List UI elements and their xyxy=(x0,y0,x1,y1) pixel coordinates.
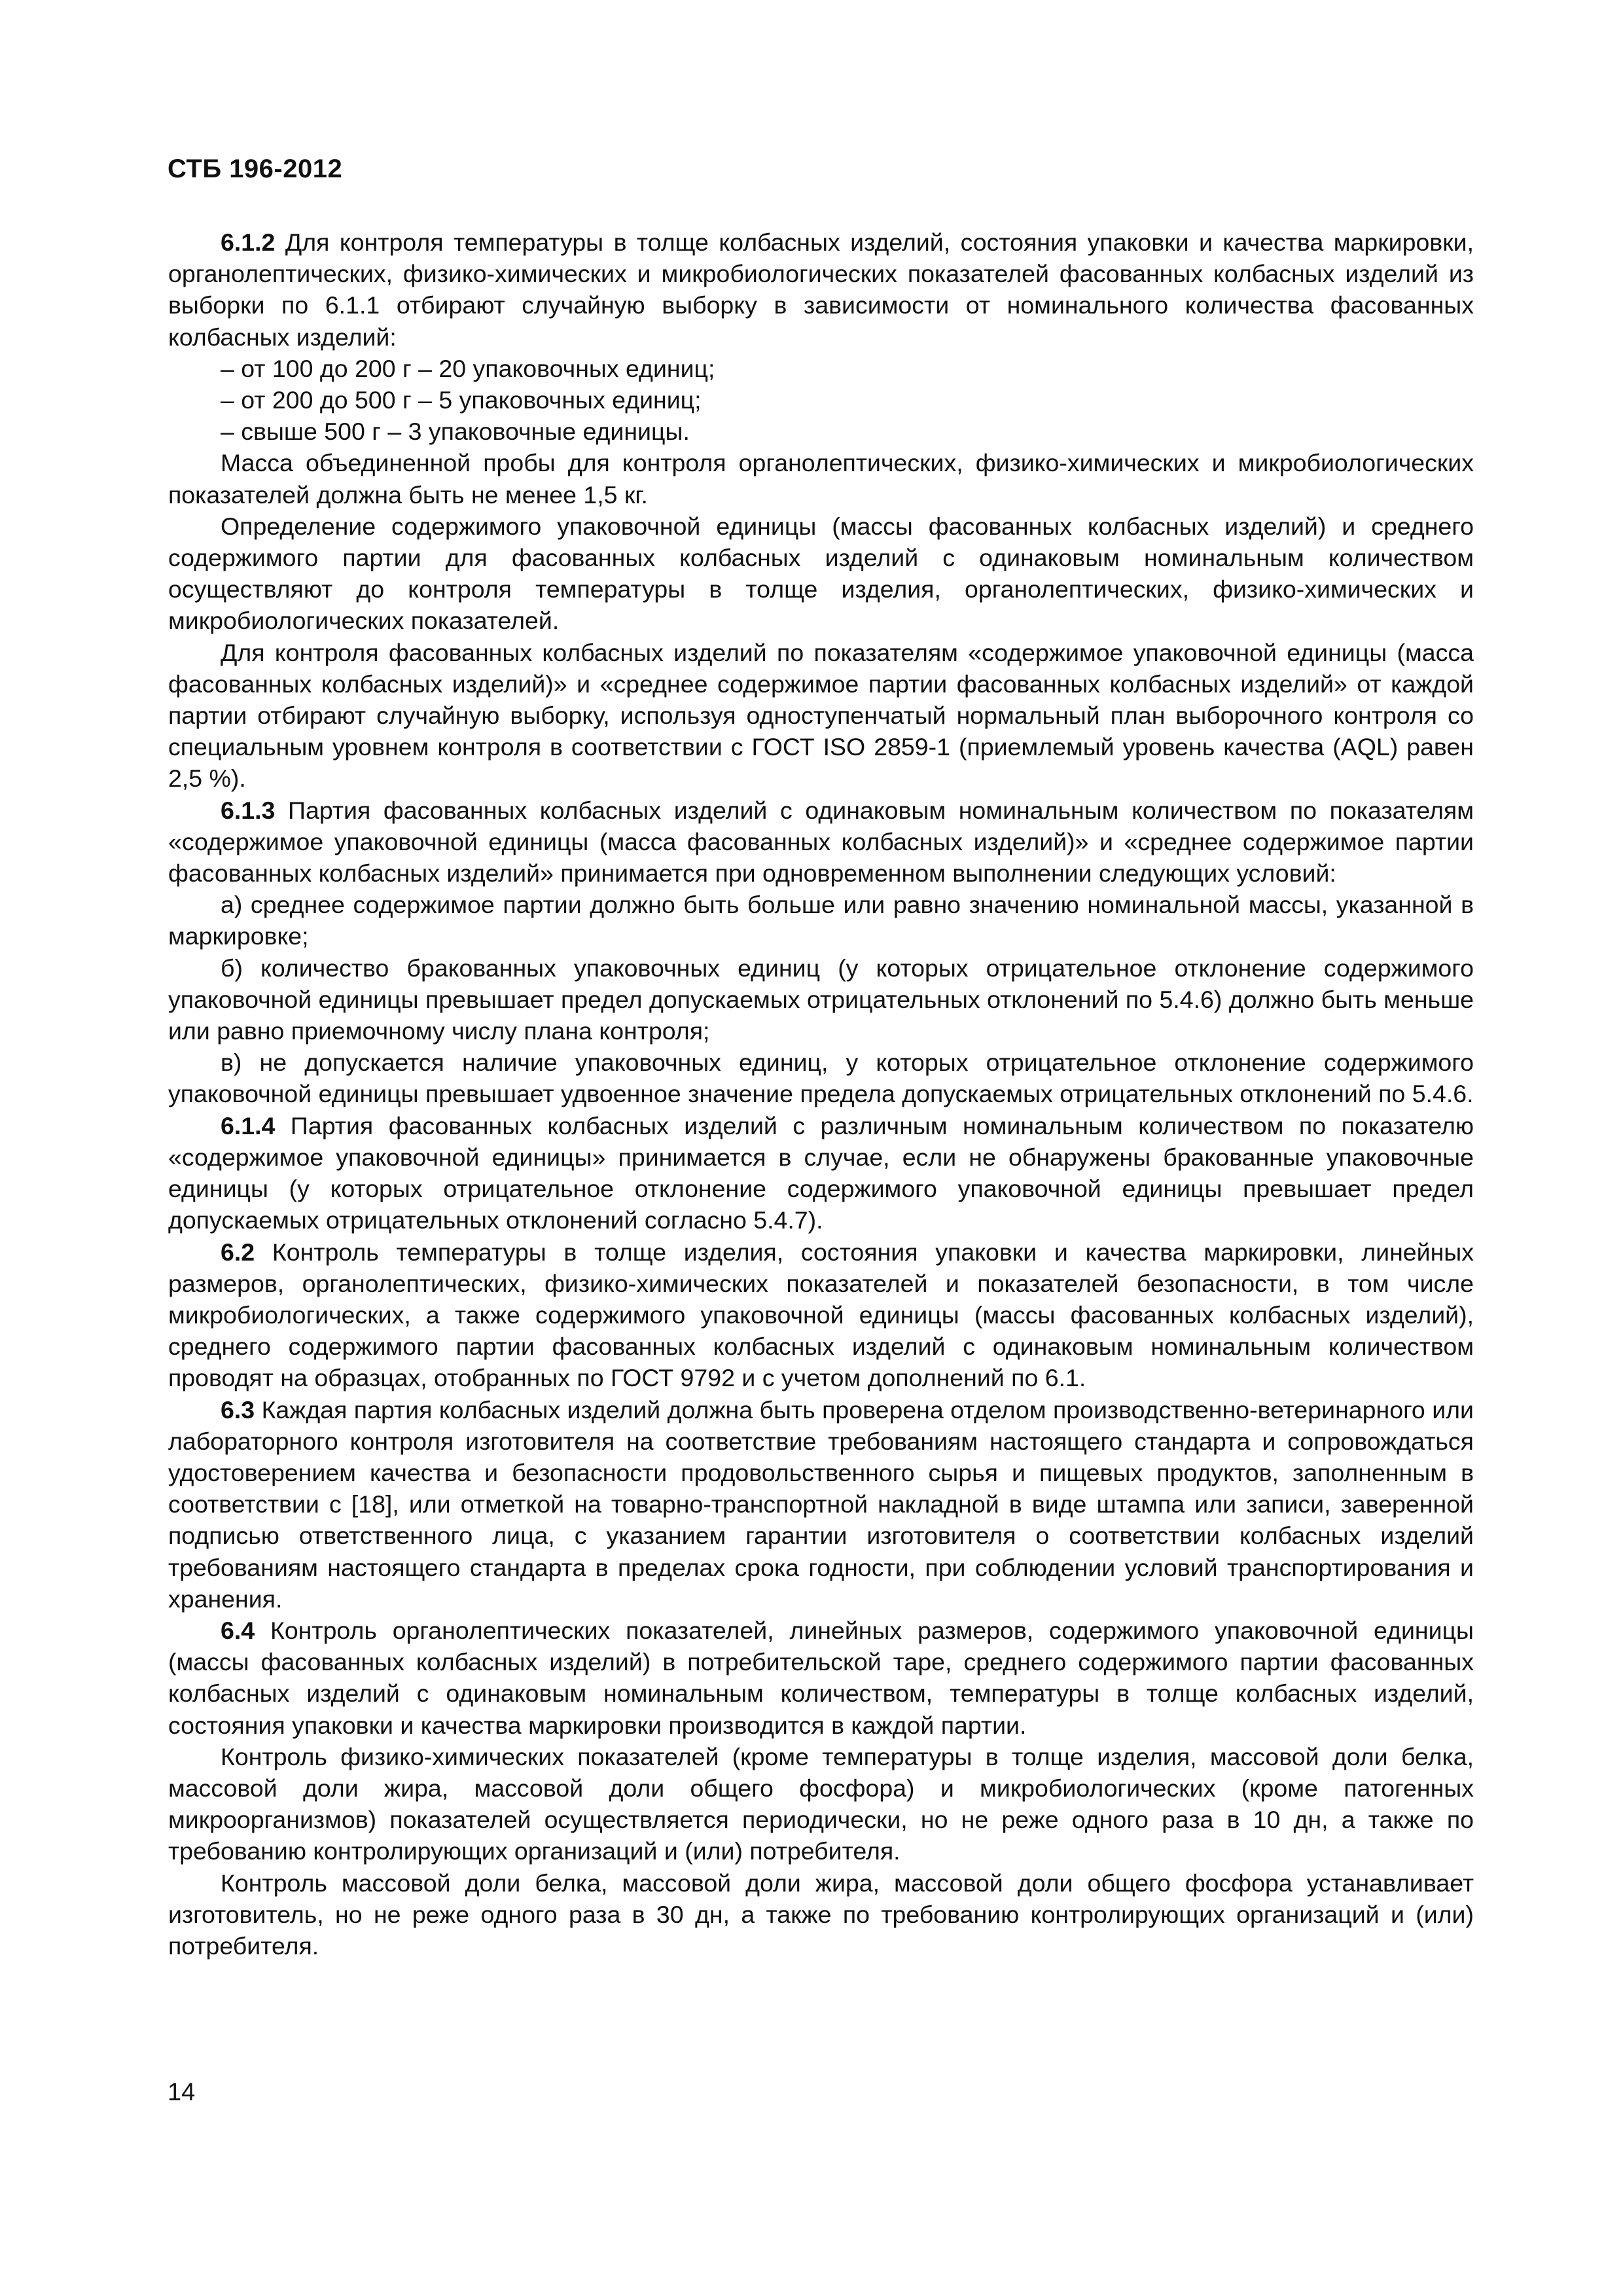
section-number: 6.1.2 xyxy=(221,228,276,256)
paragraph xyxy=(168,226,1474,353)
document-header: СТБ 196-2012 xyxy=(168,154,343,183)
paragraph xyxy=(168,1394,1474,1615)
paragraph-text: Партия фасованных колбасных изделий с одинаковым номинальным количеством по показателям «содержимое упаковочной единицы (масса фасованных колбасных изделий)» и «среднее содержимое партии фасованных колбасных изделий» принимается при одновременном выполнении следующих условий: xyxy=(168,796,1474,888)
paragraph-text: – от 200 до 500 г – 5 упаковочных единиц; xyxy=(221,386,702,414)
section-number: 6.1.4 xyxy=(221,1111,276,1139)
document-body xyxy=(168,226,1474,1962)
paragraph-text: – от 100 до 200 г – 20 упаковочных единиц; xyxy=(221,354,715,382)
paragraph-text: б) количество бракованных упаковочных единиц (у которых отрицательное отклонение содержимого упаковочной единицы превышает предел допускаемых отрицательных отклонений по 5.4.6) должно быть меньше или равно приемочному числу плана контроля; xyxy=(168,954,1474,1045)
paragraph xyxy=(168,795,1474,889)
paragraph-text: а) среднее содержимое партии должно быть больше или равно значению номинальной массы, указанной в маркировке; xyxy=(168,891,1474,950)
section-number: 6.4 xyxy=(221,1616,255,1644)
paragraph xyxy=(168,1047,1474,1109)
paragraph xyxy=(168,1110,1474,1236)
paragraph xyxy=(168,416,1474,447)
section-number: 6.3 xyxy=(221,1395,255,1424)
paragraph xyxy=(168,384,1474,416)
paragraph-text: Для контроля фасованных колбасных изделий по показателям «содержимое упаковочной единицы (масса фасованных колбасных изделий)» и «среднее содержимое партии фасованных колбасных изделий» от каждой партии отбирают случайную выборку, используя одноступенчатый нормальный план выборочного контроля со специальным уровнем контроля в соответствии с ГОСТ ISO 2859-1 (приемлемый уровень качества (AQL) равен 2,5 %). xyxy=(168,638,1474,793)
paragraph xyxy=(168,353,1474,384)
section-number: 6.2 xyxy=(221,1238,255,1266)
paragraph xyxy=(168,447,1474,510)
paragraph-text: Для контроля температуры в толще колбасных изделий, состояния упаковки и качества маркировки, органолептических, физико-химических и микробиологических показателей фасованных колбасных изделий из выборки по 6.1.1 отбирают случайную выборку в зависимости от номинального количества фасованных колбасных изделий: xyxy=(168,228,1474,351)
paragraph-text: – свыше 500 г – 3 упаковочные единицы. xyxy=(221,418,690,446)
paragraph-text: в) не допускается наличие упаковочных единиц, у которых отрицательное отклонение содержимого упаковочной единицы превышает удвоенное значение предела допускаемых отрицательных отклонений по 5.4.6. xyxy=(168,1049,1474,1108)
paragraph-text: Каждая партия колбасных изделий должна быть проверена отделом производственно-ветеринарного или лабораторного контроля изготовителя на соответствие требованиям настоящего стандарта и сопровождаться удостоверением качества и безопасности продовольственного сырья и пищевых продуктов, заполненным в соответствии с [18], или отметкой на товарно-транспортной накладной в виде штампа или записи, заверенной подписью ответственного лица, с указанием гарантии изготовителя о соответствии колбасных изделий требованиям настоящего стандарта в пределах срока годности, при соблюдении условий транспортирования и хранения. xyxy=(168,1395,1474,1613)
paragraph xyxy=(168,511,1474,637)
paragraph xyxy=(168,952,1474,1047)
paragraph xyxy=(168,889,1474,952)
paragraph-text: Контроль массовой доли белка, массовой доли жира, массовой доли общего фосфора устанавливает изготовитель, но не реже одного раза в 30 дн, а также по требованию контролирующих организаций и (или) потребителя. xyxy=(168,1869,1474,1960)
paragraph-text: Контроль органолептических показателей, линейных размеров, содержимого упаковочной единицы (массы фасованных колбасных изделий) в потребительской таре, среднего содержимого партии фасованных колбасных изделий с одинаковым номинальным количеством, температуры в толще колбасных изделий, состояния упаковки и качества маркировки производится в каждой партии. xyxy=(168,1616,1474,1739)
paragraph xyxy=(168,1236,1474,1394)
paragraph xyxy=(168,1615,1474,1741)
paragraph-text: Партия фасованных колбасных изделий с различным номинальным количеством по показателю «содержимое упаковочной единицы» принимается в случае, если не обнаружены бракованные упаковочные единицы (у которых отрицательное отклонение содержимого упаковочной единицы превышает предел допускаемых отрицательных отклонений согласно 5.4.7). xyxy=(168,1111,1474,1234)
paragraph-text: Контроль температуры в толще изделия, состояния упаковки и качества маркировки, линейных размеров, органолептических, физико-химических показателей и показателей безопасности, в том числе микробиологических, а также содержимого упаковочной единицы (массы фасованных колбасных изделий), среднего содержимого партии фасованных колбасных изделий с одинаковым номинальным количеством проводят на образцах, отобранных по ГОСТ 9792 и с учетом дополнений по 6.1. xyxy=(168,1238,1474,1392)
section-number: 6.1.3 xyxy=(221,796,276,824)
paragraph-text: Контроль физико-химических показателей (кроме температуры в толще изделия, массовой доли белка, массовой доли жира, массовой доли общего фосфора) и микробиологических (кроме патогенных микроорганизмов) показателей осуществляется периодически, но не реже одного раза в 10 дн, а также по требованию контролирующих организаций и (или) потребителя. xyxy=(168,1742,1474,1865)
paragraph xyxy=(168,1741,1474,1867)
paragraph-text: Масса объединенной пробы для контроля органолептических, физико-химических и микробиологических показателей должна быть не менее 1,5 кг. xyxy=(168,449,1474,509)
paragraph-text: Определение содержимого упаковочной единицы (массы фасованных колбасных изделий) и среднего содержимого партии для фасованных колбасных изделий с одинаковым номинальным количеством осуществляют до контроля температуры в толще изделия, органолептических, физико-химических и микробиологических показателей. xyxy=(168,512,1474,635)
paragraph xyxy=(168,1867,1474,1962)
page-number: 14 xyxy=(168,2079,196,2106)
paragraph xyxy=(168,637,1474,795)
